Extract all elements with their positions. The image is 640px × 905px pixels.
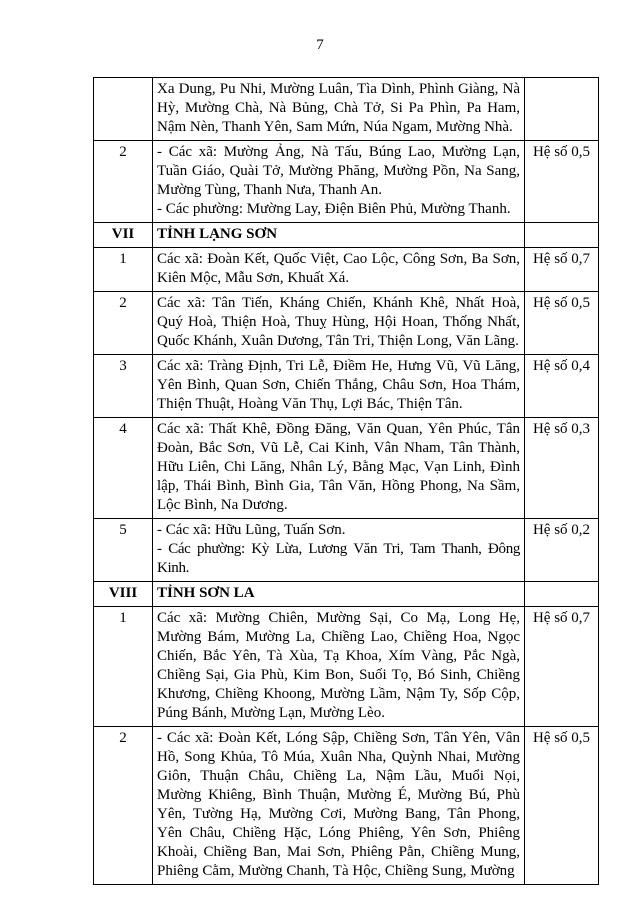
table-row [94,727,599,885]
coefficient: Hệ số 0,5 [525,727,599,885]
row-number: 2 [94,141,153,223]
row-number: 1 [94,607,153,727]
table-row [94,418,599,519]
row-number: 1 [94,248,153,292]
coefficient [525,582,599,607]
table-row [94,607,599,727]
coefficient: Hệ số 0,7 [525,607,599,727]
table-row [94,355,599,418]
section-title: TỈNH SƠN LA [153,582,525,607]
row-number [94,78,153,141]
table-row [94,519,599,582]
ward-list-line: - Các phường: Kỳ Lừa, Lương Văn Tri, Tam Thanh, Đông Kinh. [157,541,520,576]
page-number: 7 [316,37,324,53]
coefficient: Hệ số 0,5 [525,292,599,355]
table-row [94,248,599,292]
commune-list: - Các xã: Đoàn Kết, Lóng Sập, Chiềng Sơn, Tân Yên, Vân Hồ, Song Khủa, Tô Múa, Xuân Nha, Quỳnh Nhai, Mường Giôn, Thuận Châu, Chiềng La, Nậm Lầu, Muổi Nọi, Mường Khiêng, Bình Thuận, Mường É, Mường Bú, Phù Yên, Tường Hạ, Mường Cơi, Mường Bang, Tân Phong, Yên Châu, Chiềng Hặc, Lóng Phiêng, Yên Sơn, Phiêng Khoài, Chiềng Ban, Mai Sơn, Phiêng Pằn, Chiềng Mung, Phiêng Cằm, Mường Chanh, Tà Hộc, Chiềng Sung, Mường [153,727,525,885]
district-coefficient-table [93,77,599,885]
coefficient: Hệ số 0,7 [525,248,599,292]
coefficient: Hệ số 0,3 [525,418,599,519]
coefficient [525,223,599,248]
coefficient: Hệ số 0,2 [525,519,599,582]
section-number: VII [94,223,153,248]
commune-list-line: - Các xã: Mường Ảng, Nà Tấu, Búng Lao, Mường Lạn, Tuần Giáo, Quài Tở, Mường Phăng, Mường Pồn, Na Sang, Mường Tùng, Thanh Nưa, Thanh An. [157,144,520,198]
commune-list [153,141,525,223]
commune-list: Các xã: Thất Khê, Đồng Đăng, Văn Quan, Yên Phúc, Tân Đoàn, Bắc Sơn, Vũ Lễ, Cai Kinh, Vân Nham, Tân Thành, Hữu Liên, Chi Lăng, Nhân Lý, Bằng Mạc, Vạn Linh, Đình lập, Thái Bình, Bình Gia, Tân Văn, Hồng Phong, Na Sầm, Lộc Bình, Na Dương. [153,418,525,519]
section-row [94,223,599,248]
ward-list-line: - Các phường: Mường Lay, Điện Biên Phủ, Mường Thanh. [157,201,511,217]
section-title: TỈNH LẠNG SƠN [153,223,525,248]
section-number: VIII [94,582,153,607]
commune-list: Các xã: Mường Chiên, Mường Sại, Co Mạ, Long Hẹ, Mường Bám, Mường La, Chiềng Lao, Chiềng Hoa, Ngọc Chiến, Bắc Yên, Tà Xùa, Tạ Khoa, Xím Vàng, Pắc Ngà, Chiềng Sại, Gia Phù, Kim Bon, Suối Tọ, Bó Sinh, Chiềng Khương, Chiềng Khoong, Mường Lầm, Nậm Ty, Sốp Cộp, Púng Bánh, Mường Lạn, Mường Lèo. [153,607,525,727]
row-number: 2 [94,727,153,885]
table-row [94,292,599,355]
commune-list: Xa Dung, Pu Nhi, Mường Luân, Tìa Dình, Phình Giàng, Nà Hỳ, Mường Chà, Nà Bủng, Chà Tở, Si Pa Phìn, Pa Ham, Nậm Nèn, Thanh Yên, Sam Mứn, Núa Ngam, Mường Nhà. [153,78,525,141]
row-number: 3 [94,355,153,418]
commune-list-line: - Các xã: Hữu Lũng, Tuấn Sơn. [157,522,346,538]
section-row [94,582,599,607]
table-row [94,78,599,141]
commune-list: Các xã: Đoàn Kết, Quốc Việt, Cao Lộc, Công Sơn, Ba Sơn, Kiên Mộc, Mẫu Sơn, Khuất Xá. [153,248,525,292]
table-row [94,141,599,223]
coefficient: Hệ số 0,4 [525,355,599,418]
coefficient: Hệ số 0,5 [525,141,599,223]
commune-list: Các xã: Tràng Định, Tri Lễ, Điềm He, Hưng Vũ, Vũ Lăng, Yên Bình, Quan Sơn, Chiến Thắng, Châu Sơn, Hoa Thám, Thiện Thuật, Hoàng Văn Thụ, Lợi Bác, Thiện Tân. [153,355,525,418]
row-number: 2 [94,292,153,355]
row-number: 4 [94,418,153,519]
row-number: 5 [94,519,153,582]
commune-list: Các xã: Tân Tiến, Kháng Chiến, Khánh Khê, Nhất Hoà, Quý Hoà, Thiện Hoà, Thuỵ Hùng, Hội Hoan, Thống Nhất, Quốc Khánh, Xuân Dương, Tân Tri, Thiện Long, Văn Lãng. [153,292,525,355]
commune-list [153,519,525,582]
coefficient [525,78,599,141]
